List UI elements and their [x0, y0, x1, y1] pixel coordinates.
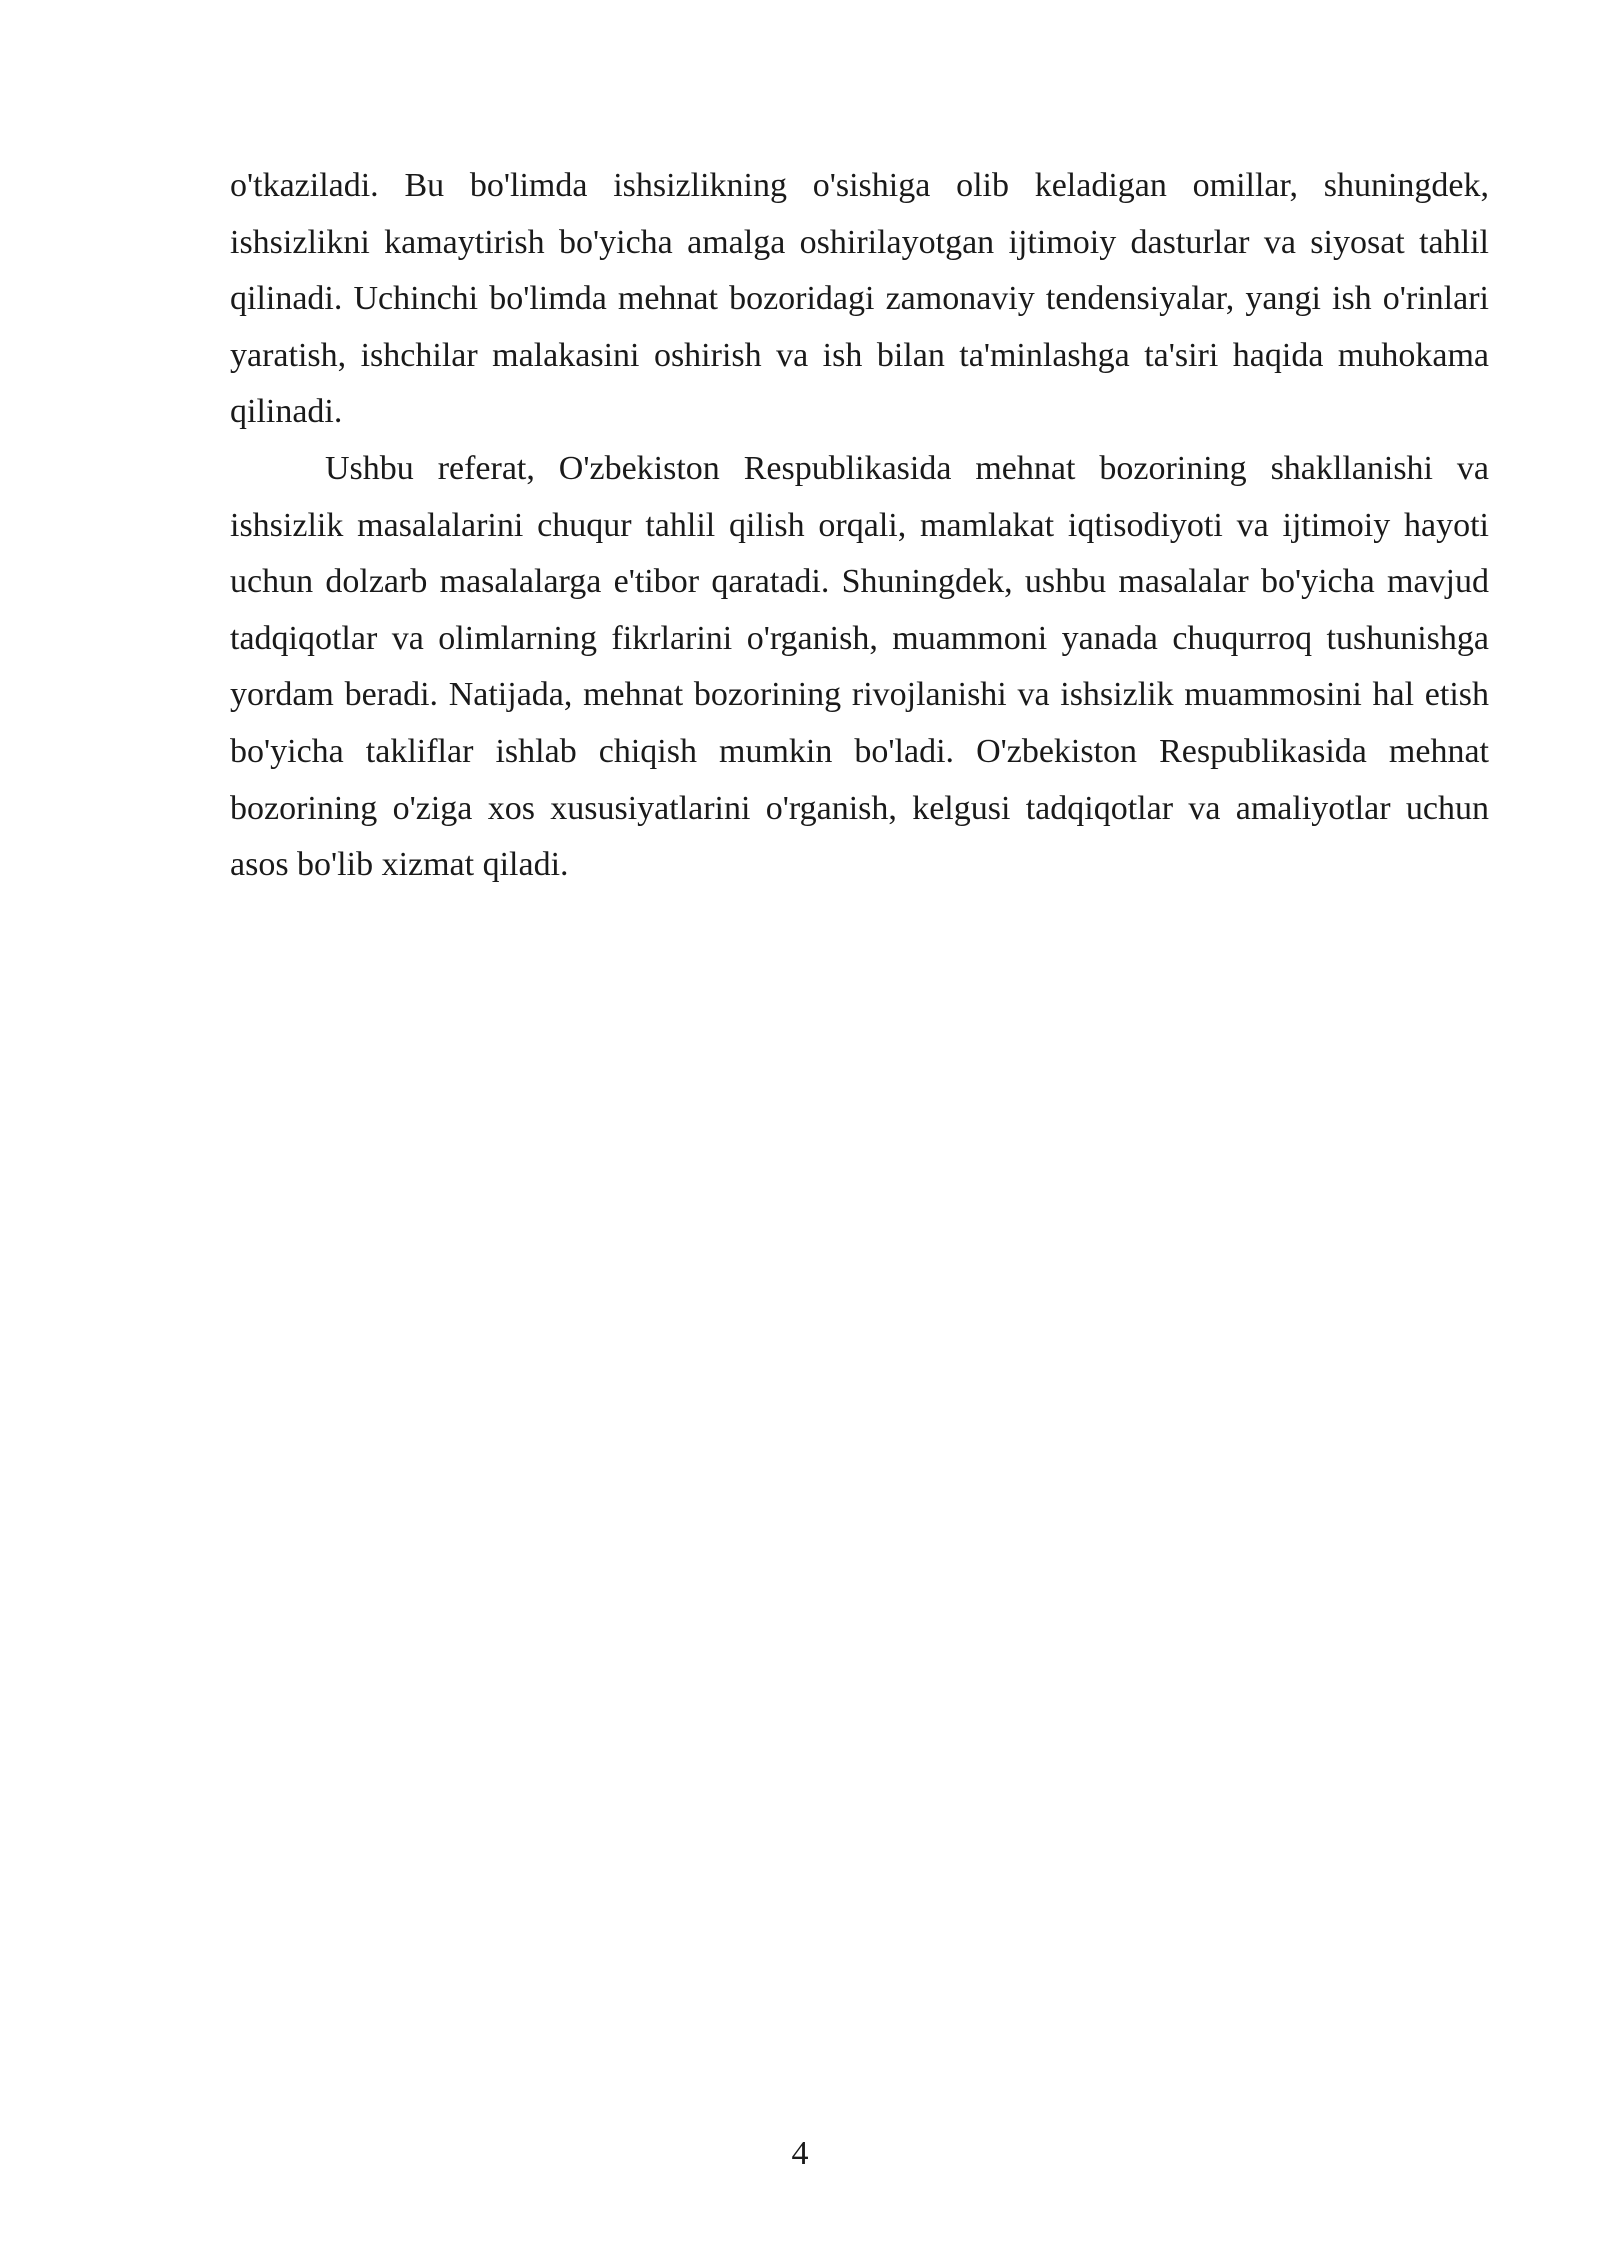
page-number: 4	[791, 2135, 809, 2172]
document-body	[230, 158, 1489, 894]
paragraph-continued: o'tkaziladi. Bu bo'limda ishsizlikning o'sishiga olib keladigan omillar, shuningdek, ishsizlikni kamaytirish bo'yicha amalga oshirilayotgan ijtimoiy dasturlar va siyosat tahlil qilinadi. Uchinchi bo'limda mehnat bozoridagi zamonaviy tendensiyalar, yangi ish o'rinlari yaratish, ishchilar malakasini oshirish va ish bilan ta'minlashga ta'siri haqida muhokama qilinadi.	[230, 167, 1489, 431]
paragraph: Ushbu referat, O'zbekiston Respublikasida mehnat bozorining shakllanishi va ishsizlik masalalarini chuqur tahlil qilish orqali, mamlakat iqtisodiyoti va ijtimoiy hayoti uchun dolzarb masalalarga e'tibor qaratadi. Shuningdek, ushbu masalalar bo'yicha mavjud tadqiqotlar va olimlarning fikrlarini o'rganish, muammoni yanada chuqurroq tushunishga yordam beradi. Natijada, mehnat bozorining rivojlanishi va ishsizlik muammosini hal etish bo'yicha takliflar ishlab chiqish mumkin bo'ladi. O'zbekiston Respublikasida mehnat bozorining o'ziga xos xususiyatlarini o'rganish, kelgusi tadqiqotlar va amaliyotlar uchun asos bo'lib xizmat qiladi.	[230, 449, 1489, 884]
